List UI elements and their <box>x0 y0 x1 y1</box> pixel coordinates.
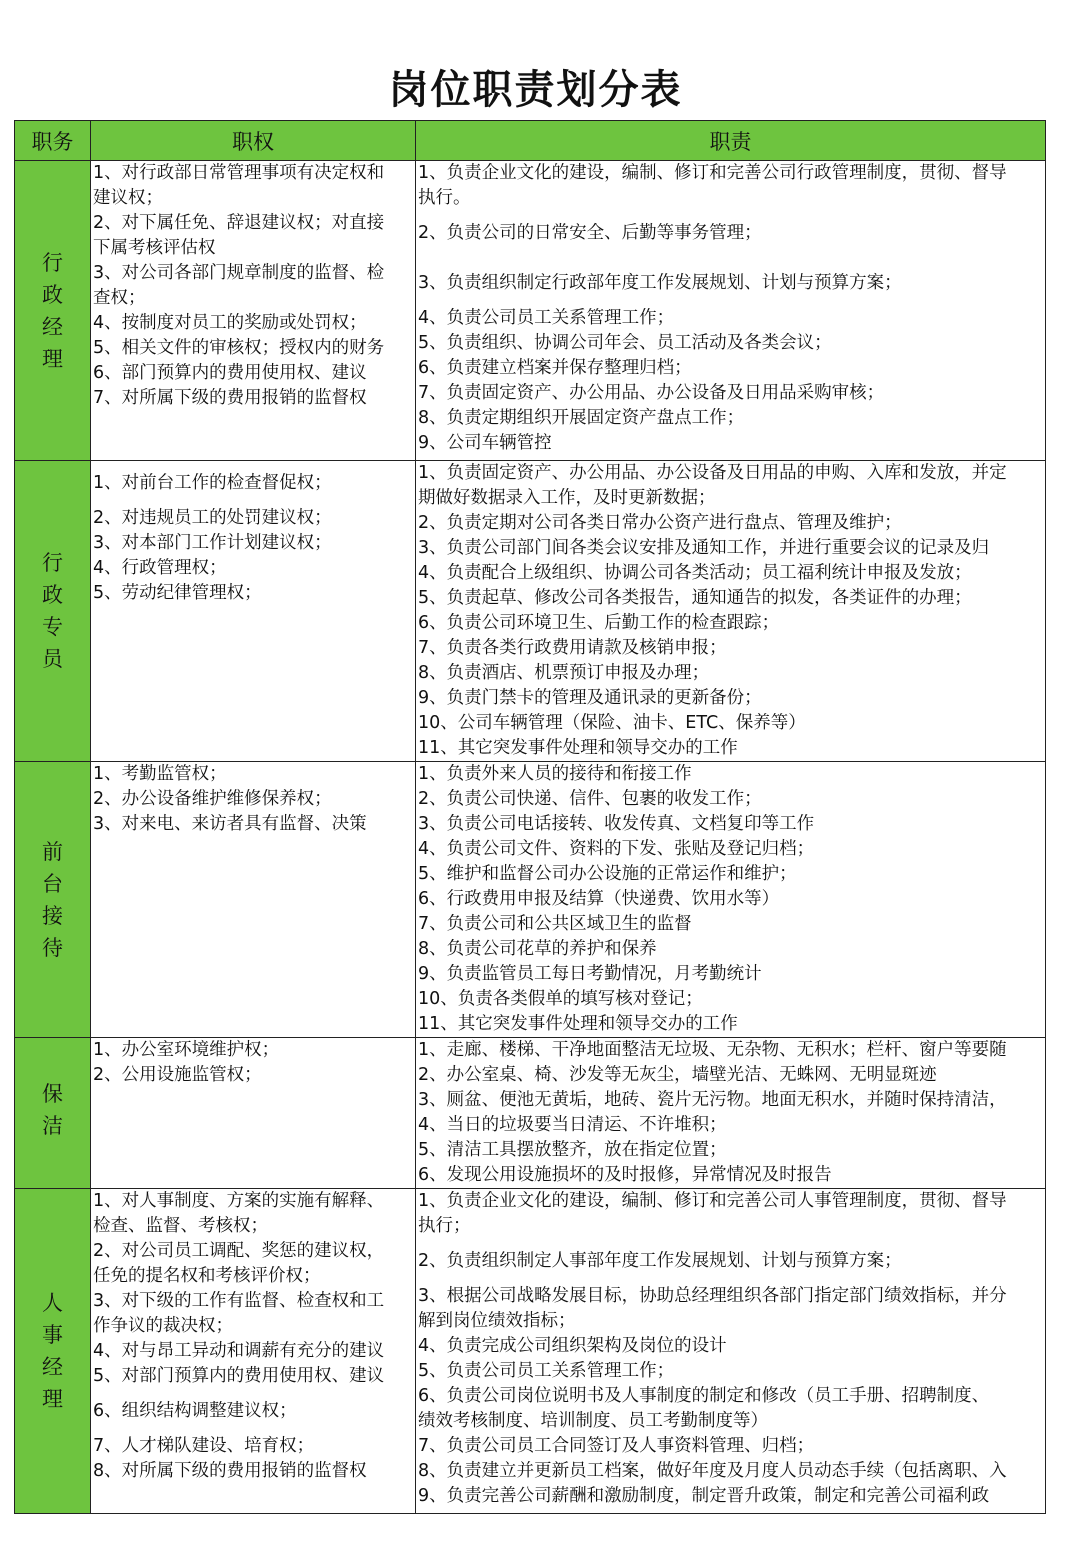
authority-line: 2、对公司员工调配、奖惩的建议权， <box>93 1241 385 1261</box>
table-row <box>15 762 1046 1038</box>
duty-line: 7、负责公司员工合同签订及人事资料管理、归档； <box>418 1436 815 1456</box>
duty-line: 10、公司车辆管理（保险、油卡、ETC、保养等） <box>418 713 806 733</box>
authority-line: 3、对来电、来访者具有监督、决策 <box>93 814 367 834</box>
duty-line: 5、负责起草、修改公司各类报告，通知通告的拟发，各类证件的办理； <box>418 588 972 608</box>
page-title: 岗位职责划分表 <box>388 67 683 113</box>
duty-line: 2、办公室桌、椅、沙发等无灰尘，墙壁光洁、无蛛网、无明显斑迹 <box>418 1065 937 1085</box>
duty-line: 4、当日的垃圾要当日清运、不许堆积； <box>418 1115 727 1135</box>
duty-line: 3、负责组织制定行政部年度工作发展规划、计划与预算方案； <box>418 273 902 293</box>
duty-line: 8、负责定期组织开展固定资产盘点工作； <box>418 408 745 428</box>
duty-line: 1、负责企业文化的建设，编制、修订和完善公司人事管理制度，贯彻、督导 <box>418 1191 1007 1211</box>
duty-line: 8、负责公司花草的养护和保养 <box>418 939 657 959</box>
authority-cell <box>91 161 416 461</box>
duty-line: 4、负责公司文件、资料的下发、张贴及登记归档； <box>418 839 815 859</box>
authority-line: 1、对人事制度、方案的实施有解释、 <box>93 1191 385 1211</box>
authority-line: 5、对部门预算内的费用使用权、建议 <box>93 1366 385 1386</box>
role-cell <box>15 1038 91 1189</box>
authority-line: 6、部门预算内的费用使用权、建议 <box>93 363 367 383</box>
duty-line: 1、负责固定资产、办公用品、办公设备及日用品的申购、入库和发放，并定 <box>418 463 1007 483</box>
authority-line: 4、行政管理权； <box>93 558 227 578</box>
header-duty: 职责 <box>416 121 1046 161</box>
duty-line: 1、负责外来人员的接待和衔接工作 <box>418 764 692 784</box>
duty-line: 9、公司车辆管控 <box>418 433 552 453</box>
duty-line: 4、负责配合上级组织、协调公司各类活动；员工福利统计申报及发放； <box>418 563 972 583</box>
duty-line: 期做好数据录入工作，及时更新数据； <box>418 488 716 508</box>
authority-line: 2、办公设备维护维修保养权； <box>93 789 332 809</box>
role-label: 行政专员 <box>42 551 63 671</box>
duty-line: 5、清洁工具摆放整齐，放在指定位置； <box>418 1140 727 1160</box>
duty-line: 绩效考核制度、培训制度、员工考勤制度等） <box>418 1411 768 1431</box>
authority-line: 4、对与昂工异动和调薪有充分的建议 <box>93 1341 385 1361</box>
duty-line: 执行； <box>418 1216 471 1236</box>
duty-line: 10、负责各类假单的填写核对登记； <box>418 989 703 1009</box>
authority-cell <box>91 1189 416 1514</box>
authority-line: 4、按制度对员工的奖励或处罚权； <box>93 313 367 333</box>
authority-line: 2、对下属任免、辞退建议权；对直接 <box>93 213 385 233</box>
duty-line: 7、负责公司和公共区域卫生的监督 <box>418 914 692 934</box>
role-cell <box>15 762 91 1038</box>
authority-line: 作争议的裁决权； <box>93 1316 233 1336</box>
authority-line: 5、相关文件的审核权；授权内的财务 <box>93 338 385 358</box>
duty-cell <box>416 461 1046 762</box>
authority-cell <box>91 762 416 1038</box>
table-row <box>15 461 1046 762</box>
duty-line: 9、负责门禁卡的管理及通讯录的更新备份； <box>418 688 762 708</box>
table-header-row <box>15 121 1046 161</box>
role-cell <box>15 1189 91 1514</box>
authority-line: 下属考核评估权 <box>93 238 216 258</box>
authority-line: 1、对前台工作的检查督促权； <box>93 473 332 493</box>
authority-line: 2、对违规员工的处罚建议权； <box>93 508 332 528</box>
duty-line: 4、负责公司员工关系管理工作； <box>418 308 675 328</box>
authority-line: 1、办公室环境维护权； <box>93 1040 280 1060</box>
authority-cell <box>91 461 416 762</box>
duty-cell <box>416 1189 1046 1514</box>
duty-line: 2、负责定期对公司各类日常办公资产进行盘点、管理及维护； <box>418 513 902 533</box>
duty-line: 8、负责建立并更新员工档案，做好年度及月度人员动态手续（包括离职、入 <box>418 1461 1007 1481</box>
authority-line: 1、考勤监管权； <box>93 764 227 784</box>
duty-line: 9、负责完善公司薪酬和激励制度，制定晋升政策，制定和完善公司福利政 <box>418 1486 990 1506</box>
table-row <box>15 161 1046 461</box>
duty-line: 7、负责各类行政费用请款及核销申报； <box>418 638 727 658</box>
duty-line: 8、负责酒店、机票预订申报及办理； <box>418 663 710 683</box>
role-label: 行政经理 <box>42 250 63 371</box>
duty-line: 4、负责完成公司组织架构及岗位的设计 <box>418 1336 727 1356</box>
duty-cell <box>416 161 1046 461</box>
table-row <box>15 1189 1046 1514</box>
role-cell <box>15 461 91 762</box>
role-label: 人事经理 <box>42 1291 63 1411</box>
authority-line: 3、对本部门工作计划建议权； <box>93 533 332 553</box>
header-authority: 职权 <box>91 121 416 161</box>
authority-cell <box>91 1038 416 1189</box>
duty-line: 5、负责组织、协调公司年会、员工活动及各类会议； <box>418 333 832 353</box>
duty-line: 11、其它突发事件处理和领导交办的工作 <box>418 1014 738 1034</box>
role-cell <box>15 161 91 461</box>
authority-line: 1、对行政部日常管理事项有决定权和 <box>93 163 385 183</box>
authority-line: 7、对所属下级的费用报销的监督权 <box>93 388 367 408</box>
duty-line: 9、负责监管员工每日考勤情况，月考勤统计 <box>418 964 762 984</box>
authority-line: 检查、监督、考核权； <box>93 1216 268 1236</box>
authority-line: 2、公用设施监管权； <box>93 1065 262 1085</box>
authority-line: 5、劳动纪律管理权； <box>93 583 262 603</box>
header-role: 职务 <box>15 121 91 161</box>
authority-line: 7、人才梯队建设、培育权； <box>93 1436 315 1456</box>
duty-line: 11、其它突发事件处理和领导交办的工作 <box>418 738 738 758</box>
duty-line: 1、负责企业文化的建设，编制、修订和完善公司行政管理制度，贯彻、督导 <box>418 163 1007 183</box>
authority-line: 3、对下级的工作有监督、检查权和工 <box>93 1291 385 1311</box>
duty-line: 3、负责公司部门间各类会议安排及通知工作，并进行重要会议的记录及归 <box>418 538 990 558</box>
duty-line: 6、负责建立档案并保存整理归档； <box>418 358 692 378</box>
duty-line: 2、负责组织制定人事部年度工作发展规划、计划与预算方案； <box>418 1251 902 1271</box>
duty-line: 6、负责公司环境卫生、后勤工作的检查跟踪； <box>418 613 780 633</box>
duty-line: 解到岗位绩效指标； <box>418 1311 576 1331</box>
authority-line: 建议权； <box>93 188 163 208</box>
duty-line: 6、负责公司岗位说明书及人事制度的制定和修改（员工手册、招聘制度、 <box>418 1386 990 1406</box>
table-row <box>15 1038 1046 1189</box>
duty-cell <box>416 762 1046 1038</box>
authority-line: 3、对公司各部门规章制度的监督、检 <box>93 263 385 283</box>
authority-line: 8、对所属下级的费用报销的监督权 <box>93 1461 367 1481</box>
duty-line: 2、负责公司快递、信件、包裹的收发工作； <box>418 789 762 809</box>
duty-line: 3、根据公司战略发展目标，协助总经理组织各部门指定部门绩效指标，并分 <box>418 1286 1007 1306</box>
duty-line: 1、走廊、楼梯、干净地面整洁无垃圾、无杂物、无积水；栏杆、窗户等要随 <box>418 1040 1007 1060</box>
duty-line: 7、负责固定资产、办公用品、办公设备及日用品采购审核； <box>418 383 885 403</box>
authority-line: 任免的提名权和考核评价权； <box>93 1266 321 1286</box>
duty-line: 6、行政费用申报及结算（快递费、饮用水等） <box>418 889 780 909</box>
duty-line: 3、负责公司电话接转、收发传真、文档复印等工作 <box>418 814 815 834</box>
duty-line: 5、维护和监督公司办公设施的正常运作和维护； <box>418 864 797 884</box>
authority-line: 查权； <box>93 288 146 308</box>
duty-line: 执行。 <box>418 188 471 208</box>
duty-table <box>14 120 1046 1514</box>
authority-line: 6、组织结构调整建议权； <box>93 1401 297 1421</box>
role-label: 保洁 <box>42 1082 63 1138</box>
duty-cell <box>416 1038 1046 1189</box>
duty-line: 5、负责公司员工关系管理工作； <box>418 1361 675 1381</box>
duty-line: 2、负责公司的日常安全、后勤等事务管理； <box>418 223 762 243</box>
duty-line: 6、发现公用设施损坏的及时报修，异常情况及时报告 <box>418 1165 832 1185</box>
duty-line: 3、厕盆、便池无黄垢，地砖、瓷片无污物。地面无积水，并随时保持清洁， <box>418 1090 1007 1110</box>
role-label: 前台接待 <box>42 839 63 960</box>
